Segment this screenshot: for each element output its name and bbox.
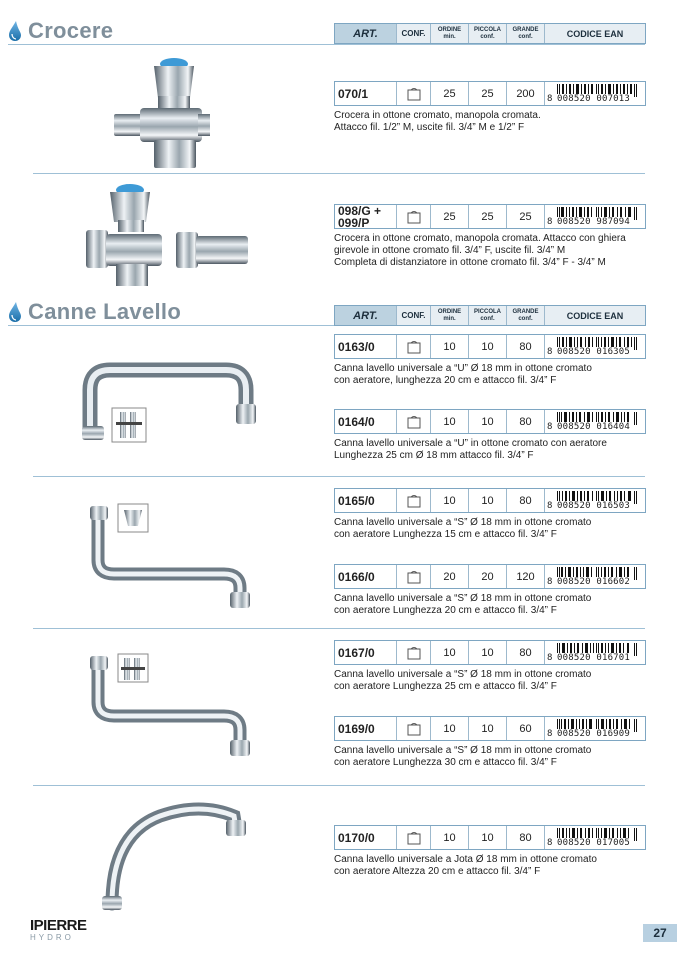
product-description: Canna lavello universale a “S” Ø 18 mm in ottone cromato con aeratore Lunghezza 15 cm e attacco fil. 3/4” F (334, 517, 592, 540)
ordine-min: 20 (431, 565, 469, 588)
piccola-conf: 10 (469, 335, 507, 358)
piccola-conf: 10 (469, 826, 507, 849)
section-title-crocere (8, 18, 113, 44)
piccola-conf: 25 (469, 205, 507, 228)
product-code: 0167/0 (335, 641, 397, 664)
ordine-min: 25 (431, 205, 469, 228)
header-ordine: ORDINE min. (431, 306, 469, 325)
header-grande: GRANDE conf. (507, 306, 545, 325)
product-row-0164-0[interactable] (334, 409, 646, 434)
page-number: 27 (643, 924, 677, 942)
header-art: ART. (335, 24, 397, 43)
grande-conf: 200 (507, 82, 545, 105)
header-conf: CONF. (397, 24, 431, 43)
piccola-conf: 10 (469, 410, 507, 433)
canna-s-long-image (84, 650, 260, 760)
grande-conf: 80 (507, 826, 545, 849)
ean-barcode: 8 008520 016305 (545, 335, 645, 358)
product-description: Canna lavello universale a Jota Ø 18 mm in ottone cromato con aeratore Altezza 20 cm e attacco fil. 3/4” F (334, 854, 597, 877)
product-code: 0169/0 (335, 717, 397, 740)
product-code: 0164/0 (335, 410, 397, 433)
product-row-0169-0[interactable] (334, 716, 646, 741)
row-divider (33, 785, 645, 786)
canna-s-image (84, 500, 260, 612)
table-header (334, 23, 646, 44)
product-code: 0170/0 (335, 826, 397, 849)
piccola-conf: 10 (469, 641, 507, 664)
ean-barcode: 8 008520 017005 (545, 826, 645, 849)
header-piccola: PICCOLA conf. (469, 24, 507, 43)
product-code: 098/G + 099/P (335, 205, 397, 228)
table-header (334, 305, 646, 326)
product-description: Crocera in ottone cromato, manopola cromata. Attacco fil. 1/2” M, uscite fil. 3/4” M e 1/2” F (334, 110, 541, 133)
product-description: Canna lavello universale a “S” Ø 18 mm in ottone cromato con aeratore Lunghezza 20 cm e attacco fil. 3/4” F (334, 593, 592, 616)
product-code: 0163/0 (335, 335, 397, 358)
package-icon (397, 205, 431, 228)
product-row-0166-0[interactable] (334, 564, 646, 589)
row-divider (33, 173, 645, 174)
grande-conf: 80 (507, 410, 545, 433)
ean-barcode: 8 008520 016701 (545, 641, 645, 664)
ean-barcode: 8 008520 016503 (545, 489, 645, 512)
product-code: 0166/0 (335, 565, 397, 588)
product-description: Canna lavello universale a “U” in ottone cromato con aeratore Lunghezza 25 cm Ø 18 mm attacco fil. 3/4” F (334, 438, 607, 461)
product-row-0163-0[interactable] (334, 334, 646, 359)
product-row-0165-0[interactable] (334, 488, 646, 513)
ordine-min: 10 (431, 826, 469, 849)
product-description: Canna lavello universale a “S” Ø 18 mm in ottone cromato con aeratore Lunghezza 30 cm e attacco fil. 3/4” F (334, 745, 592, 768)
water-drop-icon (8, 20, 22, 42)
ean-barcode: 8 008520 987094 (545, 205, 645, 228)
package-icon (397, 565, 431, 588)
grande-conf: 120 (507, 565, 545, 588)
product-description: Canna lavello universale a “U” Ø 18 mm in ottone cromato con aeratore, lunghezza 20 cm e attacco fil. 3/4” F (334, 363, 592, 386)
package-icon (397, 641, 431, 664)
grande-conf: 80 (507, 335, 545, 358)
ean-barcode: 8 008520 007013 (545, 82, 645, 105)
ordine-min: 10 (431, 335, 469, 358)
piccola-conf: 10 (469, 717, 507, 740)
product-row-0167-0[interactable] (334, 640, 646, 665)
package-icon (397, 410, 431, 433)
product-row-070-1[interactable] (334, 81, 646, 106)
ean-barcode: 8 008520 016602 (545, 565, 645, 588)
crocera-070-image (112, 52, 212, 170)
ordine-min: 10 (431, 641, 469, 664)
grande-conf: 80 (507, 641, 545, 664)
product-code: 0165/0 (335, 489, 397, 512)
canna-u-image (76, 360, 262, 450)
package-icon (397, 335, 431, 358)
piccola-conf: 20 (469, 565, 507, 588)
package-icon (397, 826, 431, 849)
package-icon (397, 489, 431, 512)
header-piccola: PICCOLA conf. (469, 306, 507, 325)
ordine-min: 25 (431, 82, 469, 105)
product-row-0170-0[interactable] (334, 825, 646, 850)
ean-barcode: 8 008520 016909 (545, 717, 645, 740)
product-description: Crocera in ottone cromato, manopola cromata. Attacco con ghiera girevole in ottone cromato fil. 3/4” F, uscite fil. 3/4” M Completa di distanziatore in ottone cromato fil. 3/4” F - 3/4” M (334, 233, 626, 268)
section-divider (8, 44, 645, 45)
row-divider (33, 476, 645, 477)
product-code: 070/1 (335, 82, 397, 105)
water-drop-icon (8, 301, 22, 323)
section-title-text: Canne Lavello (28, 299, 182, 324)
ordine-min: 10 (431, 410, 469, 433)
ean-barcode: 8 008520 016404 (545, 410, 645, 433)
header-art: ART. (335, 306, 397, 325)
brand-logo (30, 917, 87, 942)
header-ordine: ORDINE min. (431, 24, 469, 43)
grande-conf: 60 (507, 717, 545, 740)
header-conf: CONF. (397, 306, 431, 325)
product-description: Canna lavello universale a “S” Ø 18 mm in ottone cromato con aeratore Lunghezza 25 cm e attacco fil. 3/4” F (334, 669, 592, 692)
header-ean: CODICE EAN (566, 28, 624, 39)
ordine-min: 10 (431, 489, 469, 512)
product-row-098g[interactable] (334, 204, 646, 229)
section-title-canne-lavello (8, 299, 181, 325)
header-ean: CODICE EAN (566, 310, 624, 321)
brand-sub: HYDRO (30, 933, 74, 942)
ordine-min: 10 (431, 717, 469, 740)
header-grande: GRANDE conf. (507, 24, 545, 43)
grande-conf: 25 (507, 205, 545, 228)
brand-name: IPIERRE (30, 917, 87, 934)
grande-conf: 80 (507, 489, 545, 512)
canna-jota-image (100, 794, 250, 914)
section-title-text: Crocere (28, 18, 114, 43)
package-icon (397, 717, 431, 740)
piccola-conf: 25 (469, 82, 507, 105)
row-divider (33, 628, 645, 629)
piccola-conf: 10 (469, 489, 507, 512)
package-icon (397, 82, 431, 105)
crocera-098-image (84, 182, 249, 288)
